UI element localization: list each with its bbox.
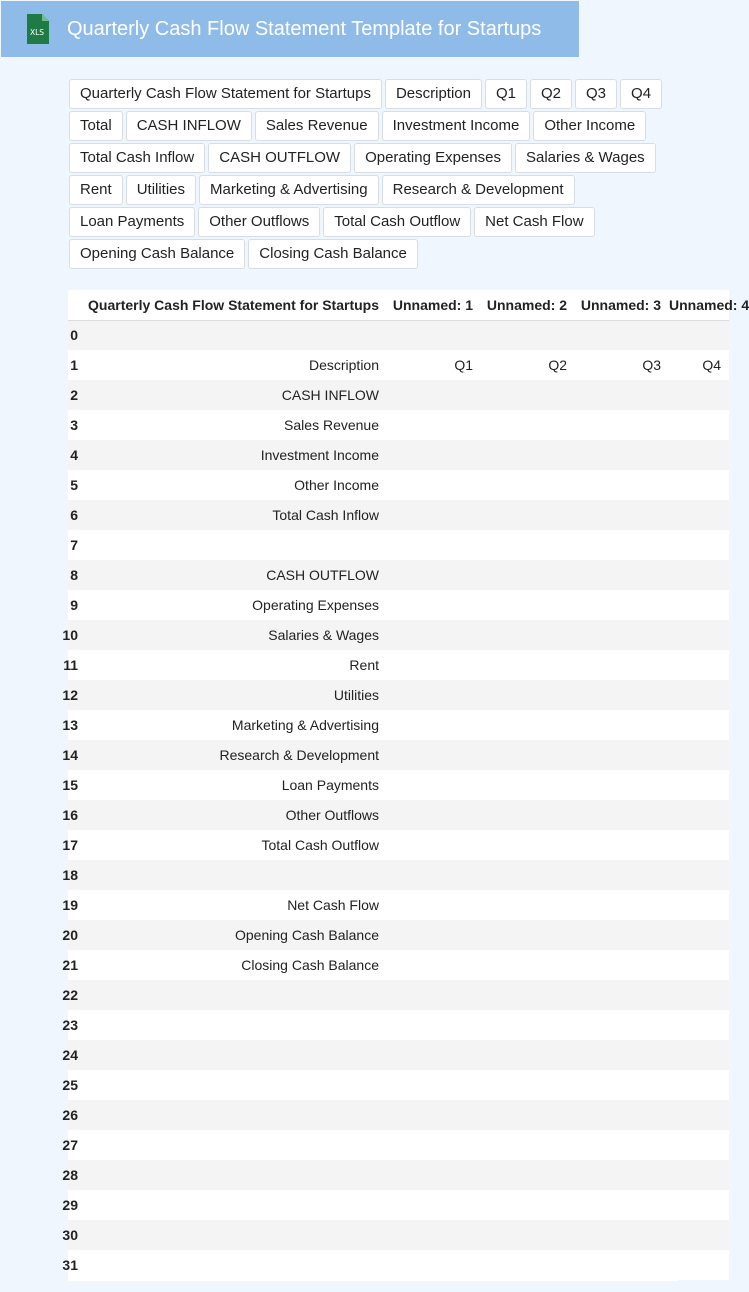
table-cell: Salaries & Wages [78,620,387,650]
row-index: 18 [68,860,78,890]
table-cell [669,950,729,980]
table-cell [669,440,729,470]
column-chip[interactable]: Opening Cash Balance [69,239,245,269]
table-cell: CASH OUTFLOW [78,560,387,590]
table-cell [387,1070,481,1100]
table-cell: Q3 [575,350,669,380]
table-cell [387,890,481,920]
table-cell [669,1010,729,1040]
table-cell [575,560,669,590]
row-index: 4 [68,440,78,470]
row-index: 13 [68,710,78,740]
table-cell [575,740,669,770]
table-cell [387,470,481,500]
table-cell [387,440,481,470]
table-cell [481,890,575,920]
table-header-row [68,290,729,320]
table-row [68,770,729,800]
row-index: 19 [68,890,78,920]
table-cell [481,410,575,440]
row-index: 12 [68,680,78,710]
row-index: 31 [68,1250,78,1280]
table-cell [78,1190,387,1220]
xls-icon-label: XLS [29,28,45,37]
table-row [68,680,729,710]
table-cell [481,650,575,680]
table-cell [481,920,575,950]
table-cell [78,1220,387,1250]
table-cell [575,710,669,740]
data-table [62,290,749,1280]
table-cell [481,770,575,800]
table-row [68,560,729,590]
table-cell: Net Cash Flow [78,890,387,920]
table-cell [575,1250,669,1280]
table-cell [78,1040,387,1070]
row-index: 26 [68,1100,78,1130]
table-cell: Description [78,350,387,380]
table-row [68,1130,729,1160]
table-cell [575,1070,669,1100]
table-cell [481,440,575,470]
table-cell [387,1040,481,1070]
table-cell: Investment Income [78,440,387,470]
table-cell [669,740,729,770]
table-cell [575,620,669,650]
table-cell [575,1130,669,1160]
table-cell [669,1040,729,1070]
table-cell [481,950,575,980]
table-cell [481,860,575,890]
table-cell: Closing Cash Balance [78,950,387,980]
table-cell [481,1010,575,1040]
table-cell: Q2 [481,350,575,380]
table-cell [481,830,575,860]
row-index: 30 [68,1220,78,1250]
table-cell [669,500,729,530]
table-cell [669,650,729,680]
table-cell [481,1220,575,1250]
table-cell [575,1190,669,1220]
table-row [68,980,729,1010]
table-row [68,470,729,500]
table-cell [387,770,481,800]
table-cell [481,1250,575,1280]
table-cell [575,500,669,530]
table-cell [78,980,387,1010]
table-cell [387,620,481,650]
column-header[interactable]: Unnamed: 1 [387,290,481,320]
index-header[interactable] [68,290,78,320]
table-cell [575,1160,669,1190]
table-cell [387,710,481,740]
table-cell [78,1250,387,1280]
table-cell [481,710,575,740]
table-row [68,1220,729,1250]
row-index: 24 [68,1040,78,1070]
table-cell [669,980,729,1010]
column-chip[interactable]: Other Income [533,111,646,141]
table-cell [669,590,729,620]
table-cell [481,1100,575,1130]
table-cell [575,1100,669,1130]
table-row [68,830,729,860]
table-cell [78,320,387,350]
row-index: 28 [68,1160,78,1190]
column-chip-list [69,79,699,271]
table-cell: Rent [78,650,387,680]
table-cell [78,1130,387,1160]
table-cell [387,500,481,530]
table-cell [481,530,575,560]
table-cell [78,530,387,560]
table-cell [669,410,729,440]
table-cell [387,560,481,590]
row-index: 10 [68,620,78,650]
table-cell [481,740,575,770]
column-chip[interactable]: Marketing & Advertising [199,175,379,205]
table-cell [387,830,481,860]
column-chip[interactable]: Q3 [575,79,617,109]
row-index: 9 [68,590,78,620]
table-cell [387,1160,481,1190]
column-chip[interactable]: Description [385,79,482,109]
column-chip[interactable]: Total Cash Outflow [323,207,471,237]
app-title: Quarterly Cash Flow Statement Template for Startups [67,17,542,40]
table-row [68,1040,729,1070]
row-index: 8 [68,560,78,590]
table-cell [669,770,729,800]
table-cell [78,1100,387,1130]
table-row [68,410,729,440]
table-row [68,380,729,410]
table-cell [481,680,575,710]
table-cell [387,320,481,350]
table-cell [669,860,729,890]
table-cell: Utilities [78,680,387,710]
table-row [68,1160,729,1190]
table-cell: Other Income [78,470,387,500]
row-index: 5 [68,470,78,500]
column-header[interactable]: Quarterly Cash Flow Statement for Startups [78,290,387,320]
table-row [68,440,729,470]
table-row [68,1070,729,1100]
row-index: 2 [68,380,78,410]
column-chip[interactable]: Closing Cash Balance [248,239,418,269]
row-index: 20 [68,920,78,950]
table-row [68,350,729,380]
column-header[interactable]: Unnamed: 2 [481,290,575,320]
table-cell [387,380,481,410]
column-chip[interactable]: Quarterly Cash Flow Statement for Startups [69,79,382,109]
table-row [68,1010,729,1040]
table-row [68,320,729,350]
table-cell [481,980,575,1010]
row-index: 11 [68,650,78,680]
table-cell [78,860,387,890]
row-index: 22 [68,980,78,1010]
table-cell [669,830,729,860]
table-cell: Q1 [387,350,481,380]
table-cell [481,320,575,350]
table-cell: Total Cash Outflow [78,830,387,860]
table-cell [669,530,729,560]
table-cell [481,1070,575,1100]
row-index: 14 [68,740,78,770]
table-cell [575,980,669,1010]
table-cell [387,980,481,1010]
table-cell [387,1130,481,1160]
column-chip[interactable]: Utilities [126,175,196,205]
column-chip[interactable]: Total [69,111,123,141]
table-cell [387,800,481,830]
table-cell [78,1160,387,1190]
table-cell [575,770,669,800]
table-body [62,320,729,1280]
table-cell [387,680,481,710]
column-chip[interactable]: Q1 [485,79,527,109]
row-index: 23 [68,1010,78,1040]
title-bar [1,1,579,57]
table-cell [669,470,729,500]
column-chip[interactable]: Research & Development [382,175,575,205]
table-cell [387,410,481,440]
table-cell [481,800,575,830]
table-cell [669,1130,729,1160]
table-row [68,800,729,830]
table-row [68,620,729,650]
table-row [68,1100,729,1130]
row-index: 27 [68,1130,78,1160]
table-cell [669,680,729,710]
column-header[interactable]: Unnamed: 3 [575,290,669,320]
table-cell [575,830,669,860]
row-index: 29 [68,1190,78,1220]
table-row [68,530,729,560]
table-row [68,1190,729,1220]
column-chip[interactable]: Q4 [620,79,662,109]
table-cell [481,1130,575,1160]
table-cell [575,1010,669,1040]
table-cell [387,920,481,950]
column-chip[interactable]: Rent [69,175,123,205]
table-row [68,710,729,740]
table-row [68,890,729,920]
table-cell [669,320,729,350]
column-header[interactable]: Unnamed: 4 [669,290,729,320]
table-cell [669,1100,729,1130]
table-cell: CASH INFLOW [78,380,387,410]
table-cell [387,530,481,560]
table-cell [575,470,669,500]
row-index: 25 [68,1070,78,1100]
xls-file-icon [23,13,51,45]
table-cell [481,1040,575,1070]
table-cell [669,1160,729,1190]
table-cell [575,530,669,560]
table-cell [387,590,481,620]
column-chip[interactable]: CASH OUTFLOW [208,143,351,173]
table-cell [575,320,669,350]
table-row [68,950,729,980]
column-chip[interactable]: Salaries & Wages [515,143,656,173]
table-cell [387,740,481,770]
column-chip[interactable]: Operating Expenses [354,143,512,173]
table-cell: Total Cash Inflow [78,500,387,530]
table-cell [669,620,729,650]
table-cell [387,1100,481,1130]
table-cell [387,1190,481,1220]
table-cell [669,380,729,410]
row-index: 16 [68,800,78,830]
table-cell [669,710,729,740]
row-index: 7 [68,530,78,560]
table-cell [387,950,481,980]
table-cell [669,1070,729,1100]
table-cell [575,410,669,440]
table-cell [669,1250,729,1280]
table-cell [669,1190,729,1220]
table-cell [387,1250,481,1280]
table-cell [575,680,669,710]
table-cell: Loan Payments [78,770,387,800]
column-chip[interactable]: CASH INFLOW [126,111,252,141]
table-cell: Other Outflows [78,800,387,830]
column-chip[interactable]: Investment Income [382,111,531,141]
data-table-container[interactable] [62,290,749,1281]
table-cell: Marketing & Advertising [78,710,387,740]
table-row [68,740,729,770]
row-index: 6 [68,500,78,530]
table-cell: Opening Cash Balance [78,920,387,950]
table-cell [78,1070,387,1100]
table-cell [387,1220,481,1250]
table-cell [575,1040,669,1070]
row-index: 3 [68,410,78,440]
row-index: 17 [68,830,78,860]
column-chip[interactable]: Other Outflows [198,207,320,237]
table-cell [481,380,575,410]
row-index: 0 [68,320,78,350]
column-chip[interactable]: Q2 [530,79,572,109]
table-row [68,1250,729,1280]
table-cell: Research & Development [78,740,387,770]
table-cell [78,1010,387,1040]
table-row [68,650,729,680]
table-cell [669,800,729,830]
column-chip[interactable]: Sales Revenue [255,111,379,141]
table-cell [575,650,669,680]
table-cell [481,500,575,530]
row-index: 1 [68,350,78,380]
table-cell [481,1190,575,1220]
table-cell [481,560,575,590]
column-chip[interactable]: Loan Payments [69,207,195,237]
table-cell [669,560,729,590]
table-row [68,500,729,530]
table-cell [481,1160,575,1190]
table-cell [575,860,669,890]
table-cell [575,800,669,830]
table-cell: Sales Revenue [78,410,387,440]
table-cell [575,890,669,920]
column-chip[interactable]: Total Cash Inflow [69,143,205,173]
table-cell [575,440,669,470]
column-chip[interactable]: Net Cash Flow [474,207,594,237]
table-cell [575,590,669,620]
table-cell [669,920,729,950]
table-cell [481,590,575,620]
table-cell [575,1220,669,1250]
table-cell [481,470,575,500]
table-row [68,860,729,890]
table-row [68,590,729,620]
table-cell [387,1010,481,1040]
table-row [68,920,729,950]
table-cell [669,890,729,920]
table-cell [387,860,481,890]
table-cell: Q4 [669,350,729,380]
row-index: 15 [68,770,78,800]
table-cell [387,650,481,680]
table-cell [669,1220,729,1250]
table-cell [575,950,669,980]
table-cell [575,920,669,950]
table-cell [481,620,575,650]
table-cell [575,380,669,410]
table-cell: Operating Expenses [78,590,387,620]
row-index: 21 [68,950,78,980]
